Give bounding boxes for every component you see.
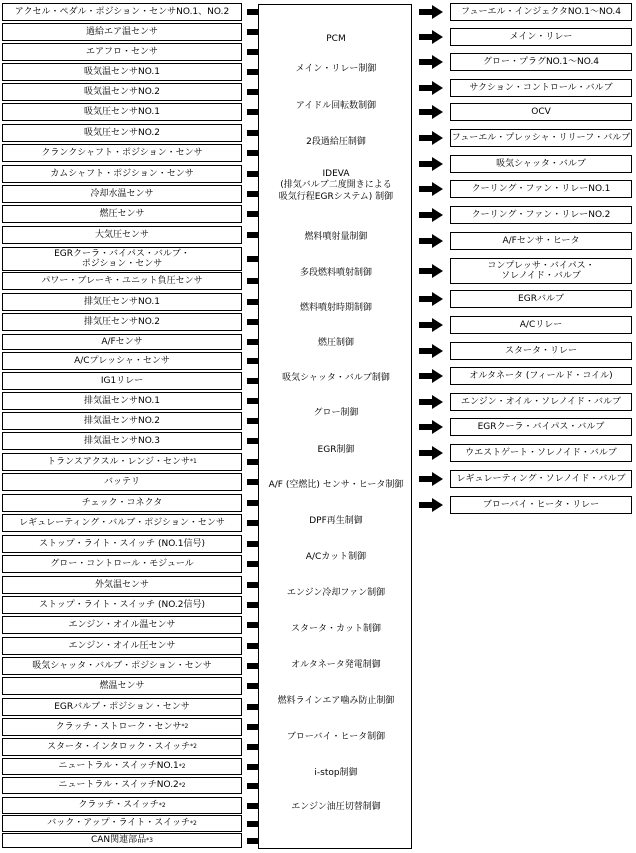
- arrow-right-icon: [419, 395, 443, 409]
- arrow-right-icon: [419, 131, 443, 145]
- output-box: [450, 3, 632, 21]
- control-function: オルタネータ発電制御: [291, 660, 381, 670]
- input-box: [2, 272, 242, 290]
- arrow-right-icon: [419, 81, 443, 95]
- input-label: エンジン・オイル温センサ: [68, 619, 176, 630]
- output-box: [450, 470, 632, 488]
- arrow-right-icon: [419, 498, 443, 512]
- input-box: [2, 103, 242, 121]
- output-label: オルタネータ (フィールド・コイル): [469, 370, 613, 381]
- input-label: チェック・コネクタ: [81, 497, 163, 508]
- input-box: [2, 494, 242, 512]
- arrow-right-icon: [419, 208, 443, 222]
- control-function: メイン・リレー制御: [295, 64, 377, 74]
- input-label: 排気温センサNO.1: [83, 395, 161, 406]
- control-function: 燃料噴射時期制御: [299, 303, 372, 313]
- input-box: [2, 313, 242, 331]
- input-box: [2, 677, 242, 695]
- output-label: EGRバルブ: [518, 293, 564, 304]
- input-label: 燃圧センサ: [99, 208, 145, 219]
- input-box: スタータ・インタロック・スイッチ *2: [2, 738, 242, 756]
- output-box: [450, 53, 632, 71]
- input-box: ニュートラル・スイッチNO.2 *2: [2, 777, 242, 794]
- input-box: [2, 637, 242, 655]
- output-box: [450, 155, 632, 173]
- input-box: [2, 412, 242, 430]
- output-label: メイン・リレー: [509, 31, 573, 42]
- control-function: 多段燃料噴射制御: [299, 268, 372, 278]
- input-label: 吸気シャッタ・バルブ・ポジション・センサ: [32, 660, 212, 671]
- output-box: [450, 232, 632, 250]
- input-label: 過給エア温センサ: [85, 26, 158, 37]
- control-function: アイドル回転数制御: [295, 101, 377, 111]
- input-label: 吸気温センサNO.2: [83, 86, 161, 97]
- input-label: エンジン・オイル圧センサ: [68, 640, 176, 651]
- input-label: エアフロ・センサ: [85, 46, 158, 57]
- output-label: 吸気シャッタ・バルブ: [496, 158, 586, 169]
- output-label: A/Fセンサ・ヒータ: [502, 235, 580, 246]
- input-box: [2, 514, 242, 532]
- input-box: [2, 334, 242, 350]
- control-function: ブローバイ・ヒータ制御: [286, 732, 386, 742]
- arrow-right-icon: [419, 182, 443, 196]
- input-box: [2, 83, 242, 101]
- input-box: [2, 616, 242, 634]
- output-box: [450, 316, 632, 334]
- output-label: ブローバイ・ヒータ・リレー: [482, 499, 600, 510]
- arrow-right-icon: [419, 105, 443, 119]
- input-label: A/Fセンサ: [101, 336, 143, 347]
- input-box: [2, 43, 242, 61]
- input-box: [2, 293, 242, 311]
- input-label: EGRクーラ・バイパス・バルブ・ ポジション・センサ: [54, 248, 190, 269]
- input-label: レギュレーティング・バルブ・ポジション・センサ: [19, 517, 225, 528]
- output-box: [450, 206, 632, 224]
- input-box: クラッチ・ストローク・センサ *2: [2, 718, 242, 736]
- input-box: [2, 576, 242, 594]
- arrow-right-icon: [419, 292, 443, 306]
- output-box: [450, 258, 632, 284]
- arrow-right-icon: [419, 264, 443, 278]
- input-box: [2, 657, 242, 675]
- output-box: [450, 28, 632, 46]
- output-box: [450, 444, 632, 462]
- input-label: 吸気圧センサNO.1: [83, 106, 161, 117]
- input-box: [2, 555, 242, 573]
- input-box: [2, 392, 242, 410]
- pcm-title: PCM: [326, 34, 346, 44]
- input-box: CAN関連部品 *3: [2, 833, 242, 848]
- input-box: [2, 3, 242, 21]
- output-label: フューエル・プレッシャ・リリーフ・バルブ: [451, 132, 631, 143]
- pcm-block: [258, 4, 412, 849]
- arrow-right-icon: [419, 5, 443, 19]
- input-label: IG1リレー: [100, 375, 144, 386]
- input-label: ストップ・ライト・スイッチ (NO.1信号): [38, 538, 206, 549]
- control-function: 2段過給圧制御: [306, 137, 366, 147]
- input-label: A/Cプレッシャ・センサ: [74, 355, 170, 366]
- output-label: クーリング・ファン・リレーNO.1: [471, 183, 611, 194]
- control-function: A/Cカット制御: [305, 552, 367, 562]
- input-label: スタータ・インタロック・スイッチ: [47, 741, 191, 752]
- input-label: EGRバルブ・ポジション・センサ: [54, 701, 190, 712]
- arrow-right-icon: [419, 344, 443, 358]
- input-label: クランクシャフト・ポジション・センサ: [41, 147, 203, 158]
- control-function: 吸気シャッタ・バルブ制御: [282, 373, 390, 383]
- input-box: [2, 124, 242, 142]
- input-label: カムシャフト・ポジション・センサ: [50, 168, 194, 179]
- input-label: 排気温センサNO.3: [83, 435, 161, 446]
- input-label: 大気圧センサ: [94, 229, 149, 240]
- input-label: CAN関連部品: [90, 835, 147, 846]
- input-label: 燃温センサ: [99, 680, 145, 691]
- input-label: グロー・コントロール・モジュール: [50, 558, 194, 569]
- input-box: [2, 432, 242, 450]
- control-function: エンジン冷却ファン制御: [286, 588, 386, 598]
- output-label: サクション・コントロール・バルブ: [469, 82, 613, 93]
- arrow-right-icon: [419, 369, 443, 383]
- control-function: 燃料噴射量制御: [304, 232, 368, 242]
- input-label: 外気温センサ: [94, 579, 149, 590]
- control-function: IDEVA (排気バルブ二度開きによる 吸気行程EGRシステム) 制御: [278, 169, 394, 202]
- output-label: クーリング・ファン・リレーNO.2: [471, 209, 611, 220]
- output-box: [450, 129, 632, 147]
- arrow-right-icon: [419, 472, 443, 486]
- control-function: エンジン油圧切替制御: [291, 802, 381, 812]
- control-function: A/F (空燃比) センサ・ヒータ制御: [268, 480, 404, 490]
- control-function: グロー制御: [313, 408, 359, 418]
- arrow-right-icon: [419, 30, 443, 44]
- output-label: グロー・プラグNO.1～NO.4: [482, 56, 600, 67]
- input-box: [2, 698, 242, 716]
- input-box: バック・アップ・ライト・スイッチ *2: [2, 815, 242, 832]
- input-label: 排気圧センサNO.1: [83, 296, 161, 307]
- input-label: トランスアクスル・レンジ・センサ: [47, 456, 191, 467]
- input-box: [2, 165, 242, 183]
- output-label: コンプレッサ・バイパス・ ソレノイド・バルブ: [487, 260, 595, 281]
- input-label: 排気温センサNO.2: [83, 415, 161, 426]
- output-box: [450, 342, 632, 360]
- control-function: EGR制御: [317, 445, 355, 455]
- input-label: ストップ・ライト・スイッチ (NO.2信号): [38, 599, 206, 610]
- arrow-right-icon: [419, 420, 443, 434]
- input-box: ニュートラル・スイッチNO.1 *2: [2, 758, 242, 775]
- input-box: [2, 372, 242, 390]
- input-box: [2, 23, 242, 41]
- output-label: OCV: [531, 106, 551, 117]
- output-label: ウエストゲート・ソレノイド・バルブ: [465, 447, 617, 458]
- output-box: [450, 418, 632, 436]
- output-label: スタータ・リレー: [504, 345, 577, 356]
- output-label: A/Cリレー: [519, 319, 563, 330]
- input-label: バック・アップ・ライト・スイッチ: [47, 818, 190, 829]
- output-box: [450, 496, 632, 514]
- arrow-right-icon: [419, 234, 443, 248]
- input-label: 吸気圧センサNO.2: [83, 127, 161, 138]
- output-label: エンジン・オイル・ソレノイド・バルブ: [461, 396, 621, 407]
- input-label: クラッチ・スイッチ: [78, 800, 159, 811]
- input-box: トランスアクスル・レンジ・センサ *1: [2, 453, 242, 471]
- input-label: バッテリ: [103, 476, 140, 487]
- output-box: [450, 393, 632, 411]
- output-label: フューエル・インジェクタNO.1～NO.4: [460, 6, 622, 17]
- input-label: クラッチ・ストローク・センサ: [55, 721, 182, 732]
- arrow-right-icon: [419, 55, 443, 69]
- input-box: [2, 144, 242, 162]
- input-box: [2, 226, 242, 244]
- control-function: 燃料ラインエア噛み防止制御: [277, 696, 395, 706]
- input-label: パワー・ブレーキ・ユニット負圧センサ: [41, 275, 203, 286]
- arrow-right-icon: [419, 446, 443, 460]
- output-label: EGRクーラ・バイパス・バルブ: [477, 421, 605, 432]
- arrow-right-icon: [419, 157, 443, 171]
- input-box: [2, 247, 242, 271]
- input-label: ニュートラル・スイッチNO.1: [58, 761, 179, 772]
- input-box: クラッチ・スイッチ *2: [2, 797, 242, 814]
- control-function: DPF再生制御: [309, 516, 363, 526]
- output-box: [450, 79, 632, 97]
- input-label: 吸気温センサNO.1: [83, 66, 161, 77]
- arrow-right-icon: [419, 318, 443, 332]
- input-box: [2, 185, 242, 203]
- input-box: [2, 352, 242, 370]
- control-function: i-stop制御: [314, 768, 358, 778]
- control-function: スタータ・カット制御: [291, 624, 381, 634]
- input-label: 排気圧センサNO.2: [83, 316, 161, 327]
- output-box: [450, 367, 632, 385]
- control-function: 燃圧制御: [317, 338, 354, 348]
- output-box: [450, 290, 632, 308]
- input-box: [2, 63, 242, 81]
- input-label: ニュートラル・スイッチNO.2: [58, 780, 179, 791]
- input-label: 冷却水温センサ: [90, 188, 154, 199]
- input-box: [2, 205, 242, 223]
- output-box: [450, 180, 632, 198]
- input-box: [2, 596, 242, 614]
- input-box: [2, 535, 242, 553]
- output-label: レギュレーティング・ソレノイド・バルブ: [456, 473, 626, 484]
- input-label: アクセル・ペダル・ポジション・センサNO.1、NO.2: [14, 6, 230, 17]
- input-box: [2, 473, 242, 491]
- output-box: [450, 103, 632, 121]
